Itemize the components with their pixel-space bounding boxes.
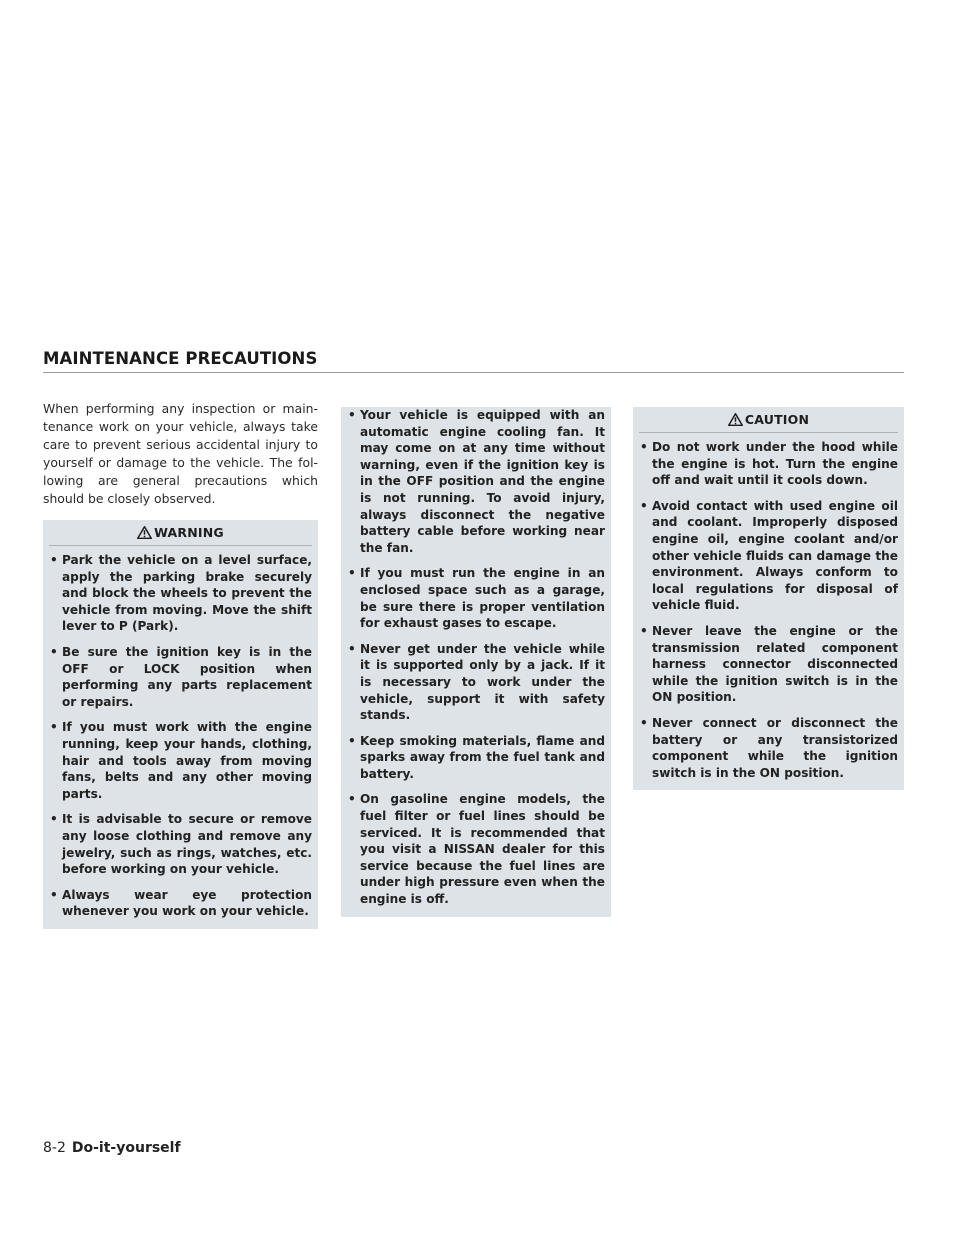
warning-item: • Always wear eye protection whenever you work on your vehicle. bbox=[50, 887, 312, 919]
warning-item: • Never get under the vehicle while it is supported only by a jack. If it is necessary to work under the vehicle, support it with safety stands. bbox=[348, 641, 605, 723]
caution-list bbox=[639, 433, 898, 781]
caution-box bbox=[633, 407, 904, 790]
warning-item: • Park the vehicle on a level surface, apply the parking brake securely and block the wheels to prevent the vehicle from moving. Move the shift lever to P (Park). bbox=[50, 553, 312, 634]
warning-item: • If you must run the engine in an enclosed space such as a garage, be sure there is proper ventilation for exhaust gases to escape. bbox=[348, 566, 605, 631]
warning-list bbox=[49, 546, 312, 920]
warning-label: WARNING bbox=[154, 525, 224, 540]
warning-item: • It is advisable to secure or remove any loose clothing and remove any jewelry, such as rings, watches, etc. before working on your vehicle. bbox=[50, 812, 312, 877]
warning-item: • On gasoline engine models, the fuel filter or fuel lines should be serviced. It is recommended that you visit a NISSAN dealer for this service because the fuel lines are under high pressure even when the engine is off. bbox=[348, 792, 605, 907]
warning-box-continued bbox=[341, 407, 611, 917]
chapter-name: Do-it-yourself bbox=[71, 1140, 181, 1156]
caution-label: CAUTION bbox=[744, 412, 810, 427]
column-1 bbox=[43, 400, 318, 929]
warning-item: • Be sure the ignition key is in the OFF or LOCK position when performing any parts replacement or repairs. bbox=[50, 644, 312, 709]
caution-item: • Avoid contact with used engine oil and coolant. Improperly disposed engine oil, engine coolant and/or other vehicle fluids can damage the environment. Always conform to local regulations for disposal of vehicle fluid. bbox=[640, 498, 898, 613]
warning-box bbox=[43, 520, 318, 929]
warning-item: • Keep smoking materials, flame and sparks away from the fuel tank and battery. bbox=[348, 733, 605, 781]
warning-header bbox=[49, 520, 312, 546]
column-2 bbox=[341, 407, 611, 917]
caution-header bbox=[639, 407, 898, 433]
warning-list-continued bbox=[347, 407, 605, 908]
column-3 bbox=[633, 407, 904, 790]
caution-item: • Never leave the engine or the transmission related component harness connector disconnected while the ignition switch is in the ON position. bbox=[640, 623, 898, 705]
caution-triangle-icon bbox=[728, 413, 743, 426]
section-title: MAINTENANCE PRECAUTIONS bbox=[43, 349, 318, 368]
warning-triangle-icon bbox=[137, 526, 152, 539]
intro-paragraph: When performing any inspection or maintenance work on your vehicle, always take care to prevent serious accidental injury to yourself or damage to the vehicle. The following are general precautions which should be closely observed. bbox=[43, 401, 318, 506]
title-divider bbox=[43, 372, 904, 373]
page-footer bbox=[43, 1140, 181, 1156]
caution-item: • Do not work under the hood while the engine is hot. Turn the engine off and wait until it cools down. bbox=[640, 440, 898, 488]
warning-item: • Your vehicle is equipped with an automatic engine cooling fan. It may come on at any time without warning, even if the ignition key is in the OFF position and the engine is not running. To avoid injury, always disconnect the negative battery cable before working near the fan. bbox=[348, 408, 605, 555]
warning-item: • If you must work with the engine running, keep your hands, clothing, hair and tools away from moving fans, belts and any other moving parts. bbox=[50, 720, 312, 801]
page-number: 8-2 bbox=[43, 1140, 66, 1156]
caution-item: • Never connect or disconnect the battery or any transistorized component while the ignition switch is in the ON position. bbox=[640, 715, 898, 780]
